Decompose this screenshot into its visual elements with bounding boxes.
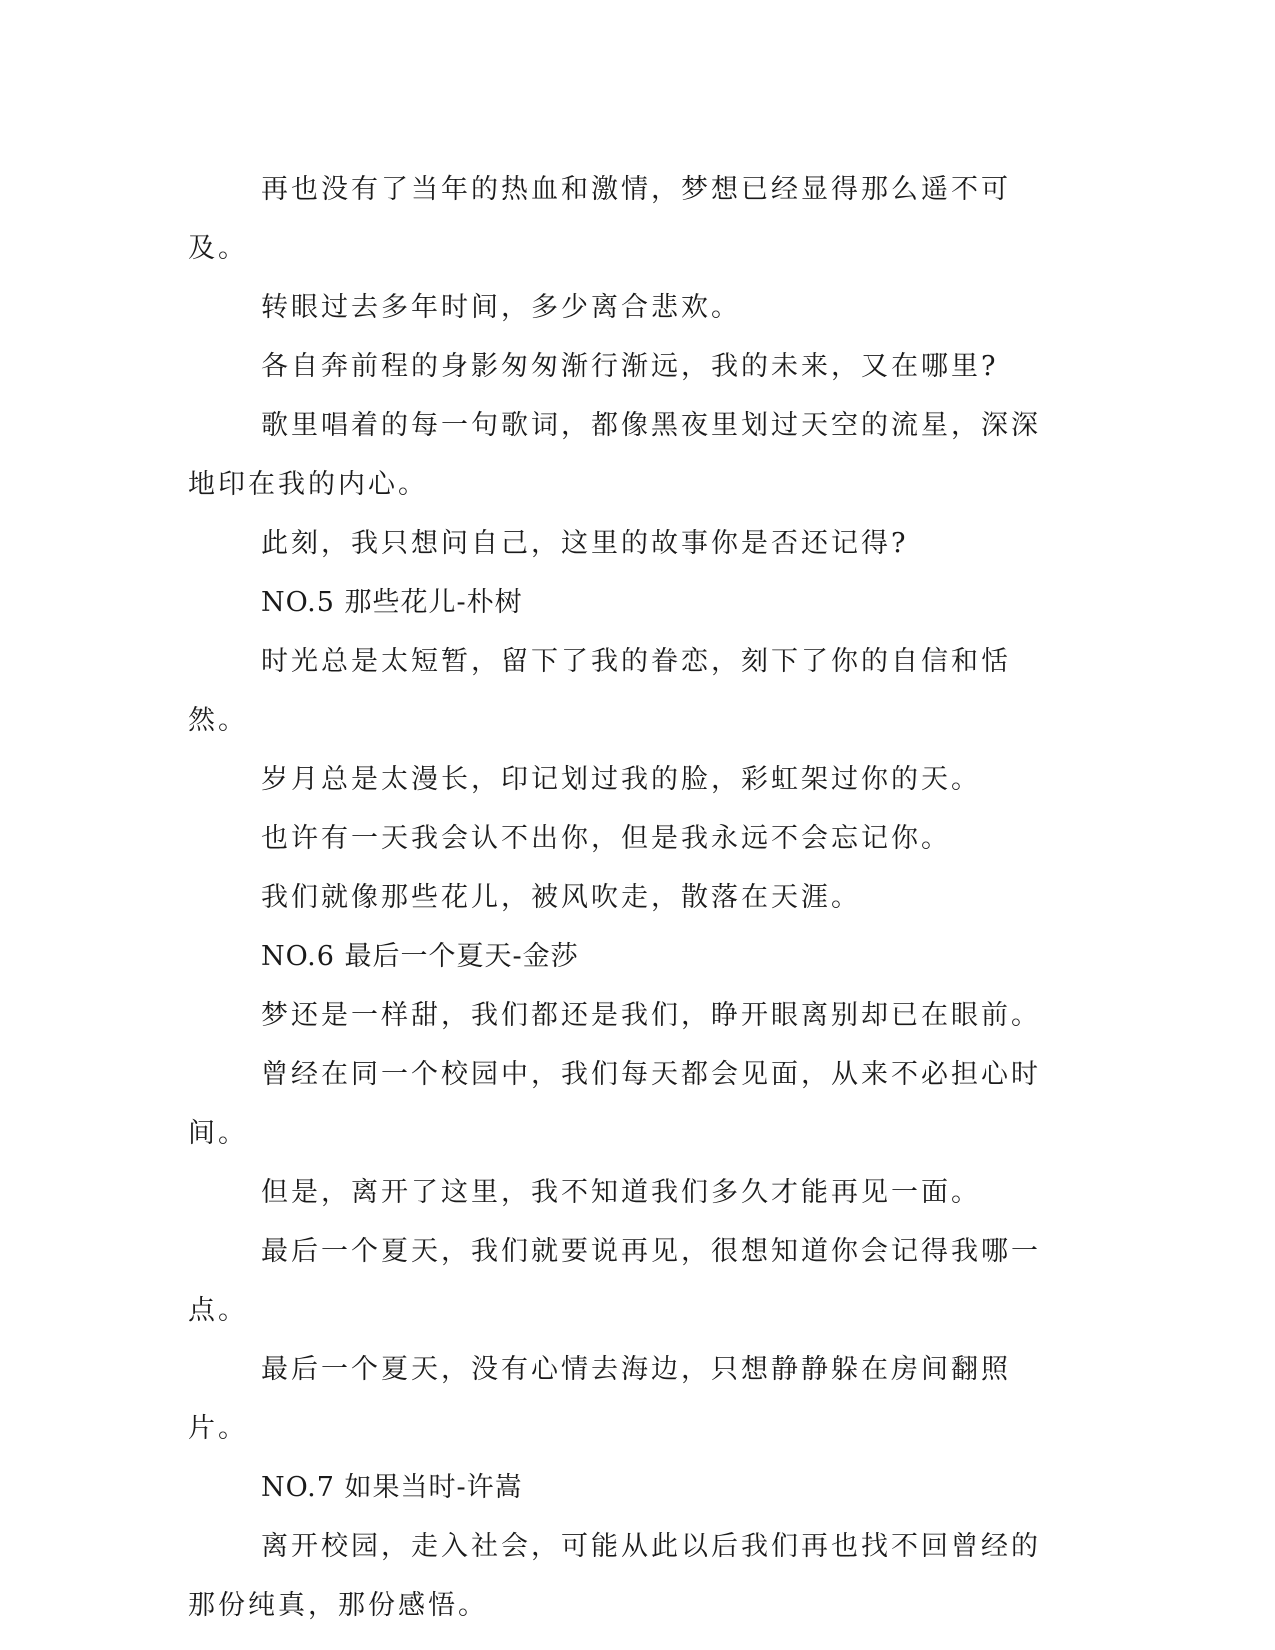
paragraph: 此刻，我只想问自己，这里的故事你是否还记得? (261, 528, 909, 559)
paragraph: 最后一个夏天，我们就要说再见，很想知道你会记得我哪一点。 (188, 1236, 1041, 1326)
paragraph: 转眼过去多年时间，多少离合悲欢。 (261, 292, 741, 323)
paragraph: 岁月总是太漫长，印记划过我的脸，彩虹架过你的天。 (261, 764, 981, 795)
paragraph: 也许有一天我会认不出你，但是我永远不会忘记你。 (261, 823, 951, 854)
paragraph: 离开校园，走入社会，可能从此以后我们再也找不回曾经的那份纯真，那份感悟。 (188, 1531, 1041, 1621)
paragraph: 时光总是太短暂，留下了我的眷恋，刻下了你的自信和恬然。 (188, 646, 1011, 736)
section-heading: NO.6 最后一个夏天-金莎 (261, 941, 579, 972)
paragraph: 歌里唱着的每一句歌词，都像黑夜里划过天空的流星，深深地印在我的内心。 (188, 410, 1041, 500)
section-heading: NO.7 如果当时-许嵩 (261, 1472, 523, 1503)
paragraph: 但是，离开了这里，我不知道我们多久才能再见一面。 (261, 1177, 981, 1208)
paragraph: 各自奔前程的身影匆匆渐行渐远，我的未来，又在哪里? (261, 351, 999, 382)
document-body (188, 160, 1068, 1635)
paragraph: 再也没有了当年的热血和激情，梦想已经显得那么遥不可及。 (188, 174, 1011, 264)
paragraph: 最后一个夏天，没有心情去海边，只想静静躲在房间翻照片。 (188, 1354, 1011, 1444)
section-heading: NO.5 那些花儿-朴树 (261, 587, 523, 618)
paragraph: 我们就像那些花儿，被风吹走，散落在天涯。 (261, 882, 861, 913)
paragraph: 梦还是一样甜，我们都还是我们，睁开眼离别却已在眼前。 (261, 1000, 1041, 1031)
paragraph: 曾经在同一个校园中，我们每天都会见面，从来不必担心时间。 (188, 1059, 1041, 1149)
